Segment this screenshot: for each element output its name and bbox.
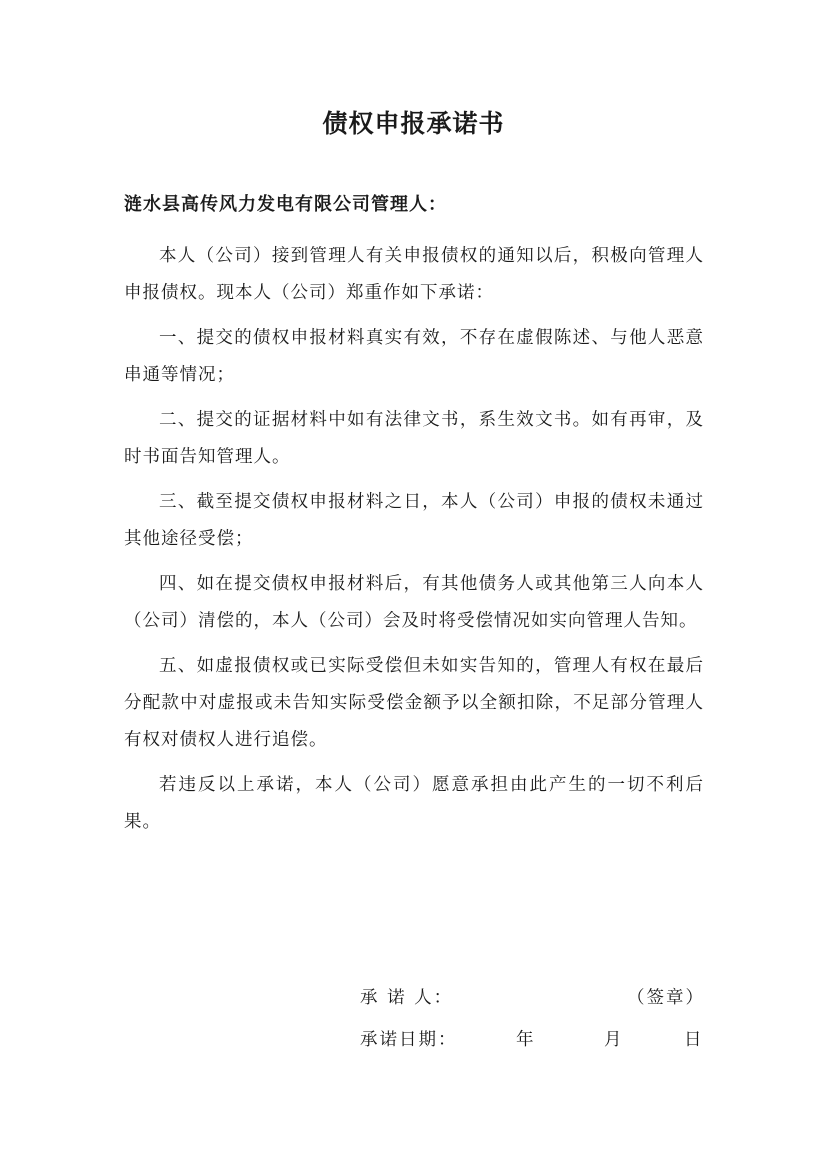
addressee-line: 涟水县高传风力发电有限公司管理人： (124, 194, 447, 215)
date-day-label: 日 (684, 1030, 704, 1050)
paragraph-item-4: 四、如在提交债权申报材料后，有其他债务人或其他第三人向本人（公司）清偿的，本人（公司）会及时将受偿情况如实向管理人告知。 (124, 574, 704, 631)
date-year-label: 年 (516, 1030, 536, 1050)
paragraph-item-3: 三、截至提交债权申报材料之日，本人（公司）申报的债权未通过其他途径受偿； (124, 492, 704, 549)
date-label: 承诺日期： (360, 1030, 458, 1050)
paragraph-intro: 本人（公司）接到管理人有关申报债权的通知以后，积极向管理人申报债权。现本人（公司）郑重作如下承诺： (124, 246, 704, 303)
seal-label: （签章） (627, 988, 705, 1008)
paragraph-item-1: 一、提交的债权申报材料真实有效，不存在虚假陈述、与他人恶意串通等情况； (124, 328, 704, 385)
document-body (124, 238, 704, 849)
promisor-label: 承 诺 人： (360, 988, 454, 1008)
date-month-label: 月 (604, 1030, 624, 1050)
paragraph-closing: 若违反以上承诺，本人（公司）愿意承担由此产生的一切不利后果。 (124, 775, 704, 832)
paragraph-item-2: 二、提交的证据材料中如有法律文书，系生效文书。如有再审，及时书面告知管理人。 (124, 410, 704, 467)
paragraph-item-5: 五、如虚报债权或已实际受偿但未如实告知的，管理人有权在最后分配款中对虚报或未告知实际受偿金额予以全额扣除，不足部分管理人有权对债权人进行追偿。 (124, 656, 704, 750)
document-title: 债权申报承诺书 (322, 109, 505, 138)
